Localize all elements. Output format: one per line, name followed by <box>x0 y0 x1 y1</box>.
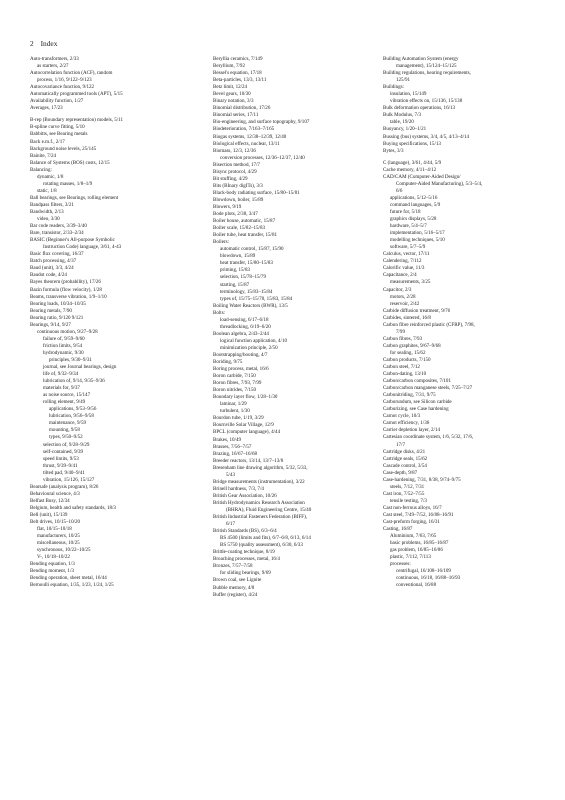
index-entry: Bandwidth, 2/13 <box>30 208 64 215</box>
index-subentry: conventional, 16/88 <box>396 582 437 589</box>
index-entry: Bresenham line drawing algorithm, 5/32, 5/33, <box>213 464 308 471</box>
index-entry: Calculus, vector, 17/11 <box>383 251 430 258</box>
index-entry: Bearing loads, 10/34–10/35 <box>30 300 86 307</box>
page-title: Index <box>40 39 58 48</box>
index-entry: Beta-particles, 13/3, 13/11 <box>213 77 267 84</box>
index-subentry: heat transfer, 15/80–15/83 <box>220 260 273 267</box>
index-subentry: hardware, 5/4–5/7 <box>390 223 427 230</box>
index-subentry: management), 15/124–15/125 <box>396 63 457 70</box>
index-entry: Boundary layer flow, 1/28–1/30 <box>213 394 278 401</box>
index-entry: Bearing ratio, 9/120 9/121 <box>30 314 84 321</box>
index-entry: Binomial series, 17/11 <box>213 112 259 119</box>
index-entry: Cartridge seals, 15/62 <box>383 455 428 462</box>
index-entry: British Industrial Fasteners Federation (BIFF), <box>213 514 308 521</box>
index-entry: Beams, transverse vibration, 1/9–1/10 <box>30 293 107 300</box>
index-entry: Boron fibres, 7/93, 7/99 <box>213 380 262 387</box>
index-subentry: 6/6 <box>396 187 403 194</box>
index-subentry: 6/17 <box>226 521 235 528</box>
index-subentry: priming, 15/83 <box>220 267 251 274</box>
index-entry: Bode plots, 2/38, 3/47 <box>213 211 258 218</box>
index-entry: British Hydrodynamics Research Association <box>213 499 305 506</box>
index-subentry: terminology, 15/83–15/84 <box>220 288 273 295</box>
index-entry: Bare, transistor, 2/33–2/34 <box>30 230 84 237</box>
index-subentry: continuous, 16/18, 16/88–16/93 <box>396 575 461 582</box>
index-subentry: principles, 9/30–9/31 <box>49 356 92 363</box>
index-subentry: synchronous, 10/22–10/25 <box>37 547 91 554</box>
index-subentry: as starters, 2/27 <box>37 63 69 70</box>
index-entry: Bridge measurements (instrumentation), 3/22 <box>213 478 305 485</box>
index-entry: Brinell hardness, 7/3, 7/4 <box>213 485 264 492</box>
index-subentry: hydrodynamic, 9/30 <box>43 349 84 356</box>
index-entry: Carbon steel, 7/12 <box>383 364 420 371</box>
index-subentry: blowdown, 15/89 <box>220 253 256 260</box>
index-column-1 <box>30 56 198 590</box>
index-subentry: rotating masses, 1/8–1/9 <box>43 180 93 187</box>
index-entry: Brasses, 7/56–7/57 <box>213 443 252 450</box>
index-entry: Bayes theorem (probability), 17/26 <box>30 279 101 286</box>
index-entry: Bazin formula (flow velocity), 1/28 <box>30 286 102 293</box>
index-entry: Carrier depletion layer, 2/14 <box>383 427 440 434</box>
index-subentry: 125/91 <box>396 77 411 84</box>
index-entry: Blowers, 9/19 <box>213 203 242 210</box>
index-subentry: automatic control, 15/87, 15/90 <box>220 246 284 253</box>
index-subentry: gas problem, 16/85–16/86 <box>390 547 443 554</box>
index-entry: Calorific value, 11/3 <box>383 265 425 272</box>
index-entry: Casting, 16/87 <box>383 526 413 533</box>
index-entry: Carbon products, 7/150 <box>383 356 431 363</box>
index-entry: Brazing, 16/67–16/68 <box>213 450 258 457</box>
index-entry: Automatically programmed tools (APT), 5/15 <box>30 91 123 98</box>
index-entry: Cast non-ferrous alloys, 16/7 <box>383 504 442 511</box>
index-entry: Bearing metals, 7/90 <box>30 307 72 314</box>
index-subentry: types, 9/50–9/52 <box>49 434 83 441</box>
index-entry: Breeder reactors, 13/14, 13/7–13/8 <box>213 457 284 464</box>
index-entry: Case-depth, 9/87 <box>383 469 418 476</box>
index-entry: Bubble memory, 4/8 <box>213 584 255 591</box>
index-entry: Brittle-coating technique, 8/19 <box>213 549 275 556</box>
index-subentry: rolling element, 9/49 <box>43 399 86 406</box>
index-subentry: threadlocking, 6/19–6/20 <box>220 323 271 330</box>
index-subentry: BS 4500 (limits and fits), 6/7–6/8, 6/13, 6/14 <box>220 535 311 542</box>
index-subentry: processes: <box>390 561 411 568</box>
index-entry: Carbon/carbon manganese steels, 7/25–7/27 <box>383 385 473 392</box>
index-entry: Boolean algebra, 2/43–2/44 <box>213 330 269 337</box>
index-subentry: self-contained, 9/39 <box>43 448 84 455</box>
index-subentry: software, 5/7–5/9 <box>390 244 426 251</box>
index-entry: Bearsafe (analysis program), 8/26 <box>30 483 99 490</box>
index-subentry: table, 19/20 <box>390 119 414 126</box>
index-entry: Boiler house, automatic, 15/87 <box>213 218 276 225</box>
index-entry: Buffer (register), 4/24 <box>213 591 258 598</box>
index-subentry: 7/99 <box>396 328 405 335</box>
index-subentry: lubrication, 9/56–9/58 <box>49 413 94 420</box>
index-subentry: motors, 2/28 <box>390 293 416 300</box>
index-entry: Buildings: <box>383 84 405 91</box>
index-entry: Bolts: <box>213 309 226 316</box>
index-entry: Carbon/carbon composites, 7/101 <box>383 378 451 385</box>
index-entry: Capacitor, 2/3 <box>383 286 412 293</box>
index-subentry: centrifugal, 16/108–16/109 <box>396 568 451 575</box>
index-entry: Belfast Busy, 12/34 <box>30 497 70 504</box>
index-entry: Carbides, sintered, 16/8 <box>383 314 431 321</box>
page-number: 2 <box>30 39 34 48</box>
index-entry: Capacitance, 2/4 <box>383 272 417 279</box>
index-entry: Balancing: <box>30 166 52 173</box>
index-subentry: miscellaneous, 10/25 <box>37 540 80 547</box>
index-entry: Carbon fibre reinforced plastic (CFRP), 7/98, <box>383 321 475 328</box>
index-entry: Bending equation, 1/3 <box>30 561 75 568</box>
index-subentry: laminar, 1/29 <box>220 401 247 408</box>
index-column-2 <box>213 56 381 599</box>
index-subentry: 17/7 <box>396 441 405 448</box>
index-entry: CAD/CAM (Computer-Aided Design/ <box>383 173 461 180</box>
index-subentry: materials for, 9/37 <box>43 385 80 392</box>
index-entry: Boring process, metal, 16/6 <box>213 366 269 373</box>
index-entry: Boron nitrides, 7/150 <box>213 387 257 394</box>
index-entry: Buoyancy, 1/20–1/21 <box>383 126 427 133</box>
index-entry: British Standards (BS), 6/3–6/4 <box>213 528 277 535</box>
index-entry: Cast steel, 7/49–7/52, 16/88–16/91 <box>383 512 454 518</box>
index-entry: Bevel gears, 10/30 <box>213 91 251 98</box>
index-entry: Cache memory, 4/11–4/12 <box>383 166 437 173</box>
index-entry: Building Automation System (energy <box>383 56 459 62</box>
index-entry: Carborundum, see Silicon carbide <box>383 399 452 406</box>
index-subentry: lubrication of, 9/14, 9/35–9/36 <box>43 378 105 385</box>
index-subentry: mounting, 9/58 <box>49 427 80 434</box>
index-entry: Boiler tube, heat transfer, 15/81 <box>213 232 277 239</box>
index-entry: Baud (unit), 3/3, 4/24 <box>30 265 74 272</box>
index-subentry: selection of, 9/28–9/29 <box>43 441 90 448</box>
index-entry: Beryllia ceramics, 7/149 <box>213 56 263 62</box>
index-entry: Boiling Water Reactors (BWR), 13/5 <box>213 302 288 309</box>
index-subentry: applications, 5/12–5/16 <box>390 194 438 201</box>
index-entry: Bulk Modulus, 7/3 <box>383 112 421 119</box>
index-subentry: modelling techniques, 5/10 <box>390 237 445 244</box>
index-entry: Brown coal, see Lignite <box>213 577 262 584</box>
index-entry: Carnot efficiency, 1/36 <box>383 420 430 427</box>
index-entry: Bisync protocol, 4/29 <box>213 168 257 175</box>
index-entry: Biological effects, nuclear, 13/11 <box>213 140 280 147</box>
index-subentry: flat, 10/15–10/18 <box>37 526 72 533</box>
index-subentry: vibration, 15/126, 15/127 <box>43 476 95 483</box>
index-subentry: friction limits, 9/54 <box>43 342 83 349</box>
index-entry: Buying specifications, 15/13 <box>383 140 441 147</box>
index-subentry: types of, 15/75–15/78, 15/83, 15/84 <box>220 295 293 302</box>
index-entry: Bearings, 9/14, 9/27 <box>30 321 71 328</box>
index-entry: Biomass, 12/3, 12/36 <box>213 147 256 154</box>
index-entry: Carbide diffusion treatment, 9/76 <box>383 307 451 314</box>
index-entry: Bourdon tube, 1/19, 3/29 <box>213 415 264 422</box>
index-subentry: 5/43 <box>226 471 235 478</box>
index-entry: Cartridge disks, 4/21 <box>383 448 426 455</box>
index-subentry: conversion processes, 12/36–12/37, 12/40 <box>220 154 305 161</box>
index-entry: British Gear Association, 10/26 <box>213 492 277 499</box>
index-subentry: video, 3/30 <box>37 216 60 223</box>
index-subentry: failure of, 9/59–9/60 <box>43 335 85 342</box>
page-header <box>30 39 57 48</box>
index-entry: Behavioural science, 4/3 <box>30 490 80 497</box>
index-entry: Bar code readers, 3/39–3/40 <box>30 223 87 230</box>
index-subentry: manufacturers, 10/25 <box>37 533 80 540</box>
index-entry: Belt drives, 10/15–10/20 <box>30 519 81 526</box>
index-entry: Binary notation, 3/3 <box>213 98 254 105</box>
index-subentry: basic problems, 16/85–16/87 <box>390 540 449 547</box>
index-subentry: Instruction Code) language, 3/61, 4-43 <box>43 244 122 251</box>
index-subentry: process, 1/16, 9/122–9/123 <box>37 77 92 84</box>
index-entry: Autocorrelation function (ACF), random <box>30 70 113 77</box>
index-entry: Bainite, 7/24 <box>30 152 57 159</box>
index-subentry: implementation, 5/16–5/17 <box>390 230 445 237</box>
index-subentry: for sliding bearings, 9/69 <box>220 570 271 577</box>
index-subentry: maintenance, 9/59 <box>49 420 86 427</box>
index-entry: Carbon graphites, 9/67–9/68 <box>383 342 441 349</box>
index-entry: Carbon fibres, 7/93 <box>383 335 423 342</box>
index-subentry: Aluminium, 7/63, 7/65 <box>390 533 437 540</box>
index-entry: Ball bearings, see Bearings, rolling element <box>30 194 119 201</box>
index-entry: Averages, 17/23 <box>30 105 63 112</box>
index-subentry: (BHRA), Fluid Engineering Centre, 15/40 <box>226 507 312 513</box>
index-column-3 <box>383 56 551 590</box>
index-subentry: dynamic, 1/8 <box>37 173 64 180</box>
index-subentry: BS 5750 (quality assessment), 6/30, 6/33 <box>220 542 303 549</box>
index-entry: Biogas systems, 12/38–12/39, 12/40 <box>213 133 287 140</box>
index-subentry: Computer-Aided Manufacturing), 5/3–5/4, <box>396 180 483 187</box>
index-entry: Balance of Systems (BOS) costs, 12/15 <box>30 159 110 166</box>
index-entry: Bit stuffing, 4/29 <box>213 175 248 182</box>
index-subentry: command languages, 5/9 <box>390 201 441 208</box>
index-subentry: starting, 15/87 <box>220 281 250 288</box>
index-subentry: applications, 9/53–9/56 <box>49 406 97 413</box>
index-subentry: tensile testing, 7/3 <box>390 497 427 504</box>
index-subentry: plastic, 7/112, 7/113 <box>390 554 431 561</box>
index-entry: Cartesian coordinate system, 1/6, 5/32, 17/6, <box>383 434 474 441</box>
index-subentry: turbulent, 1/30 <box>220 408 250 415</box>
index-entry: Carnot cycle, 10/3 <box>383 413 421 420</box>
index-subentry: reservoir, 2/42 <box>390 300 420 307</box>
index-subentry: journal, see Journal bearings, design <box>43 364 117 371</box>
index-entry: Boiler scale, 15/82–15/83 <box>213 225 266 232</box>
index-subentry: logical function application, 4/10 <box>220 337 287 344</box>
index-entry: Bytes, 3/3 <box>383 147 404 154</box>
index-subentry: static, 1/8 <box>37 187 57 194</box>
index-subentry: measurements, 3/25 <box>390 279 431 286</box>
index-entry: Blowdown, boiler, 15/89 <box>213 196 264 203</box>
index-subentry: for sealing, 15/62 <box>390 349 426 356</box>
index-subentry: selection, 15/78–15/79 <box>220 274 266 281</box>
index-subentry: steels, 7/12, 7/31 <box>390 483 425 490</box>
index-subentry: graphics displays, 5/28 <box>390 216 437 223</box>
index-entry: Cascade control, 3/54 <box>383 462 427 469</box>
index-entry: Bio-engineering, and surface topography, 9/107 <box>213 119 310 126</box>
index-entry: Carbon-dating, 13/10 <box>383 371 427 378</box>
index-entry: Bournville Solar Village, 12/9 <box>213 422 274 429</box>
index-entry: Bandpass filters, 3/21 <box>30 201 74 208</box>
index-subentry: tilted pad, 9/40–9/41 <box>43 469 85 476</box>
index-entry: Boilers: <box>213 239 229 246</box>
index-subentry: future for, 5/18 <box>390 208 421 215</box>
index-entry: Bessel's equation, 17/18 <box>213 70 262 77</box>
index-entry: Binomial distribution, 17/26 <box>213 105 271 112</box>
index-entry: Auto-transformers, 2/33 <box>30 56 79 62</box>
index-subentry: continuous motion, 9/27–9/28 <box>37 328 98 335</box>
index-entry: Bits (BInary digITs), 3/3 <box>213 182 263 189</box>
index-entry: C (language), 3/61, 4/44, 5/9 <box>383 159 442 166</box>
index-subentry: insulation, 15/149 <box>390 91 427 98</box>
index-entry: Availability function, 1/27 <box>30 98 84 105</box>
index-entry: Background noise levels, 25/145 <box>30 145 97 152</box>
index-entry: Cast iron, 7/52–7/55 <box>383 490 425 497</box>
index-entry: Bootstrapping/booting, 4/7 <box>213 351 268 358</box>
index-entry: Carburizing, see Case hardening <box>383 406 449 413</box>
index-subentry: load-sensing, 6/17–6/18 <box>220 316 269 323</box>
index-entry: Autocovariance function, 9/122 <box>30 84 95 91</box>
index-entry: Bell (unit), 15/139 <box>30 512 68 518</box>
index-entry: Boron carbide, 7/150 <box>213 373 256 380</box>
index-entry: Carbonitriding, 7/31, 9/75 <box>383 392 436 399</box>
index-entry: Calendering, 7/112 <box>383 258 422 265</box>
index-entry: Bussing (bus) systems, 3/4, 4/5, 4/13–4/14 <box>383 133 470 140</box>
index-subentry: thrust, 9/39–9/41 <box>43 462 78 469</box>
index-entry: Betz limit, 12/24 <box>213 84 248 91</box>
index-entry: Bulk deformation operations, 16/13 <box>383 105 456 112</box>
index-entry: Bernoulli equation, 1/35, 1/23, 1/24, 1/25 <box>30 582 114 589</box>
index-entry: Cast-preform forging, 16/31 <box>383 519 440 526</box>
index-subentry: minimization principle, 2/50 <box>220 344 278 351</box>
index-subentry: vibration effects on, 15/136, 15/138 <box>390 98 463 105</box>
index-entry: Back e.m.f., 2/17 <box>30 138 65 145</box>
index-entry: Bisection method, 17/7 <box>213 161 260 168</box>
index-entry: Brakes, 10/49 <box>213 436 242 443</box>
index-entry: Black-body radiating surface, 15/80–15/81 <box>213 189 300 196</box>
index-entry: Belgium, health and safety standards, 18/3 <box>30 504 116 511</box>
index-entry: B-spline curve fitting, 5/10 <box>30 124 85 131</box>
index-entry: Batch processing, 4/37 <box>30 258 77 265</box>
index-subentry: V-, 10/18–10/22 <box>37 554 70 561</box>
index-subentry: as noise source, 15/147 <box>43 392 91 399</box>
index-entry: B-rep (Boundary representation) models, 5/11 <box>30 117 124 124</box>
index-entry: Bending operation, sheet metal, 16/44 <box>30 575 107 582</box>
index-entry: Broaching processes, metal, 16/4 <box>213 556 280 563</box>
index-entry: Beryllium, 7/92 <box>213 63 245 70</box>
index-entry: Baudot code, 4/24 <box>30 272 67 279</box>
index-subentry: life of, 9/32–9/34 <box>43 371 79 378</box>
index-entry: BASIC (Beginner's All-purpose Symbolic <box>30 237 115 244</box>
index-entry: Case-hardening, 7/31, 8/38, 9/74–9/75 <box>383 476 461 483</box>
index-entry: Babbitts, see Bearing metals <box>30 131 88 138</box>
index-entry: Boriding, 9/75 <box>213 359 243 366</box>
index-entry: Building regulations, hearing requirements, <box>383 70 471 77</box>
index-entry: Biodeterioration, 7/163–7/165 <box>213 126 275 133</box>
index-entry: BPCL (computer language), 4/44 <box>213 429 281 436</box>
index-entry: Basic flux covering, 16/37 <box>30 251 84 258</box>
index-entry: Bronzes, 7/57–7/58 <box>213 563 253 570</box>
index-subentry: speed limits, 9/53 <box>43 455 79 462</box>
index-entry: Bending moment, 1/3 <box>30 568 74 575</box>
